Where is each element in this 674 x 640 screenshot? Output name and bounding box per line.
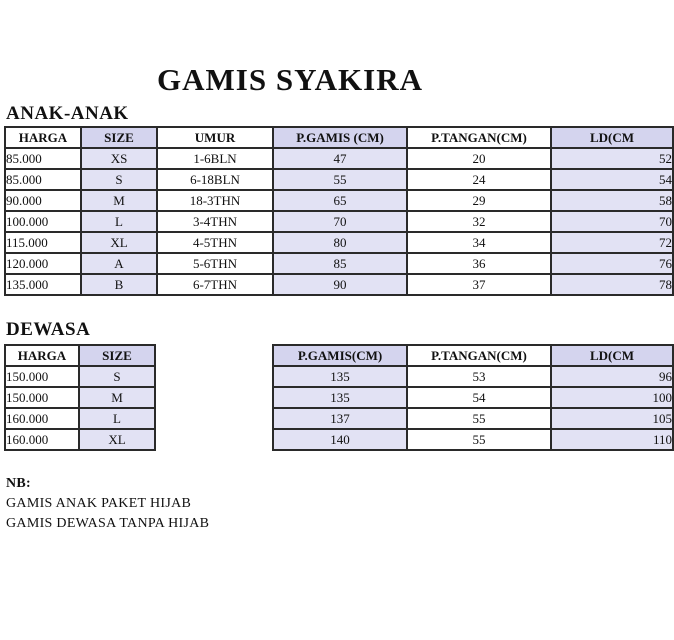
table-row — [273, 169, 673, 190]
table-row — [273, 253, 673, 274]
cell-size: S — [79, 366, 155, 387]
cell-p-tangan: 55 — [407, 429, 551, 450]
table-row — [5, 366, 155, 387]
table-row — [5, 232, 273, 253]
cell-harga: 160.000 — [5, 408, 79, 429]
table-header-row — [5, 127, 273, 148]
table-row — [5, 148, 273, 169]
dewasa-table-right — [272, 344, 674, 451]
notes-block — [6, 474, 209, 534]
cell-umur: 18-3THN — [157, 190, 273, 211]
table-row — [273, 387, 673, 408]
table-row — [273, 366, 673, 387]
cell-harga: 90.000 — [5, 190, 81, 211]
table-row — [5, 274, 273, 295]
table-row — [273, 148, 673, 169]
anak-table-left — [4, 126, 274, 296]
cell-p-tangan: 20 — [407, 148, 551, 169]
cell-p-gamis: 70 — [273, 211, 407, 232]
section-label-anak: ANAK-ANAK — [6, 103, 129, 124]
cell-ld: 70 — [551, 211, 673, 232]
col-header-harga: HARGA — [5, 127, 81, 148]
cell-ld: 52 — [551, 148, 673, 169]
table-row — [5, 387, 155, 408]
cell-harga: 135.000 — [5, 274, 81, 295]
cell-ld: 54 — [551, 169, 673, 190]
cell-ld: 100 — [551, 387, 673, 408]
table-row — [5, 190, 273, 211]
table-row — [5, 408, 155, 429]
cell-harga: 100.000 — [5, 211, 81, 232]
table-header-row — [273, 345, 673, 366]
cell-ld: 105 — [551, 408, 673, 429]
cell-p-gamis: 135 — [273, 366, 407, 387]
cell-p-tangan: 37 — [407, 274, 551, 295]
cell-harga: 160.000 — [5, 429, 79, 450]
cell-size: A — [81, 253, 157, 274]
cell-p-tangan: 55 — [407, 408, 551, 429]
col-header-harga: HARGA — [5, 345, 79, 366]
table-header-row — [5, 345, 155, 366]
cell-harga: 150.000 — [5, 387, 79, 408]
table-row — [273, 190, 673, 211]
table-row — [273, 408, 673, 429]
dewasa-table-left — [4, 344, 156, 451]
anak-table-right — [272, 126, 674, 296]
note-line: GAMIS ANAK PAKET HIJAB — [6, 496, 192, 511]
col-header-p-tangan: P.TANGAN(CM) — [407, 345, 551, 366]
cell-ld: 110 — [551, 429, 673, 450]
table-row — [5, 169, 273, 190]
cell-umur: 1-6BLN — [157, 148, 273, 169]
notes-heading: NB: — [6, 476, 32, 491]
cell-harga: 115.000 — [5, 232, 81, 253]
cell-ld: 78 — [551, 274, 673, 295]
cell-ld: 58 — [551, 190, 673, 211]
cell-size: S — [81, 169, 157, 190]
col-header-ld: LD(CM — [551, 345, 673, 366]
cell-p-gamis: 140 — [273, 429, 407, 450]
cell-p-gamis: 65 — [273, 190, 407, 211]
cell-harga: 85.000 — [5, 148, 81, 169]
cell-ld: 72 — [551, 232, 673, 253]
note-line: GAMIS DEWASA TANPA HIJAB — [6, 516, 210, 531]
cell-p-gamis: 47 — [273, 148, 407, 169]
cell-p-tangan: 36 — [407, 253, 551, 274]
cell-p-gamis: 85 — [273, 253, 407, 274]
cell-size: L — [81, 211, 157, 232]
cell-harga: 150.000 — [5, 366, 79, 387]
table-row — [273, 429, 673, 450]
table-row — [5, 253, 273, 274]
cell-umur: 4-5THN — [157, 232, 273, 253]
cell-p-tangan: 53 — [407, 366, 551, 387]
cell-p-tangan: 32 — [407, 211, 551, 232]
cell-size: XS — [81, 148, 157, 169]
cell-umur: 6-18BLN — [157, 169, 273, 190]
cell-ld: 76 — [551, 253, 673, 274]
cell-size: XL — [79, 429, 155, 450]
table-row — [273, 232, 673, 253]
cell-size: L — [79, 408, 155, 429]
cell-harga: 120.000 — [5, 253, 81, 274]
cell-size: M — [79, 387, 155, 408]
cell-p-gamis: 55 — [273, 169, 407, 190]
col-header-p-gamis: P.GAMIS(CM) — [273, 345, 407, 366]
table-row — [5, 429, 155, 450]
cell-umur: 3-4THN — [157, 211, 273, 232]
cell-size: B — [81, 274, 157, 295]
cell-umur: 6-7THN — [157, 274, 273, 295]
cell-size: M — [81, 190, 157, 211]
cell-umur: 5-6THN — [157, 253, 273, 274]
table-row — [273, 274, 673, 295]
col-header-p-gamis: P.GAMIS (CM) — [273, 127, 407, 148]
cell-p-gamis: 135 — [273, 387, 407, 408]
cell-p-gamis: 90 — [273, 274, 407, 295]
cell-p-tangan: 34 — [407, 232, 551, 253]
col-header-size: SIZE — [81, 127, 157, 148]
cell-ld: 96 — [551, 366, 673, 387]
cell-p-gamis: 137 — [273, 408, 407, 429]
cell-p-tangan: 24 — [407, 169, 551, 190]
col-header-ld: LD(CM — [551, 127, 673, 148]
table-row — [273, 211, 673, 232]
col-header-umur: UMUR — [157, 127, 273, 148]
cell-p-tangan: 54 — [407, 387, 551, 408]
cell-p-gamis: 80 — [273, 232, 407, 253]
cell-p-tangan: 29 — [407, 190, 551, 211]
table-header-row — [273, 127, 673, 148]
section-label-dewasa: DEWASA — [6, 319, 91, 340]
cell-size: XL — [81, 232, 157, 253]
table-row — [5, 211, 273, 232]
page-title: GAMIS SYAKIRA — [157, 62, 423, 97]
col-header-p-tangan: P.TANGAN(CM) — [407, 127, 551, 148]
cell-harga: 85.000 — [5, 169, 81, 190]
col-header-size: SIZE — [79, 345, 155, 366]
